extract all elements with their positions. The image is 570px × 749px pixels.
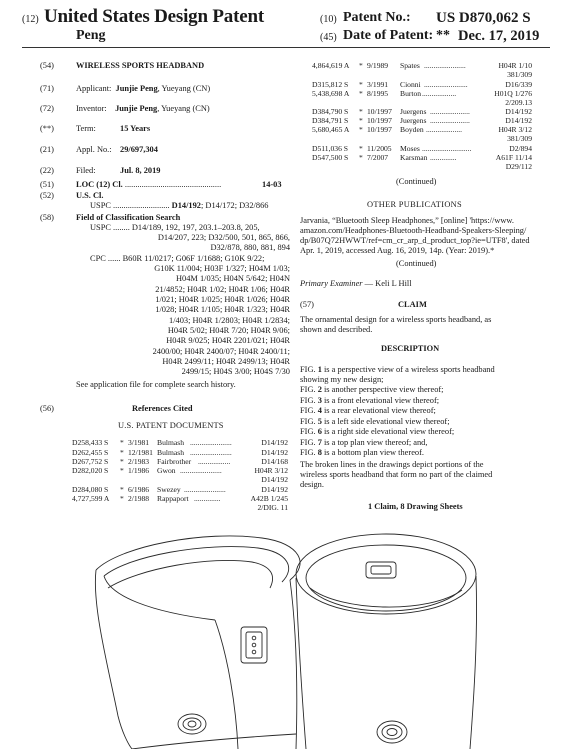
ref-dots: ...................... [180,466,222,475]
ref-star: * [359,125,363,134]
ref-date: 10/1997 [367,125,392,134]
code-56: (56) [40,404,54,413]
fig-pre: FIG. [300,417,318,426]
examiner-dash: — [362,279,376,288]
fig-line [300,365,495,376]
us-cl-uspc-bold: D14/192 [171,201,201,210]
inventor-name: Junjie Peng [115,104,158,113]
ref-star: * [120,438,124,447]
code-58: (58) [40,213,54,222]
fig-line [300,375,384,386]
ref-name: Juergens [400,107,427,116]
ref-number: D384,790 S [312,107,349,116]
code-term: (**) [40,124,54,133]
headband-right-view [296,534,477,749]
search-cpc-line-1: CPC ...... B60R 11/0217; G06F 1/1688; G10K 9/22; [90,254,265,263]
code-52: (52) [40,191,54,200]
other-pubs-continued: (Continued) [396,259,437,268]
inventor-label: Inventor: [76,104,107,113]
ref-name: Gwon [157,466,176,475]
ref-number: D282,020 S [72,466,109,475]
ref-class: H04R 1/10 [498,61,532,70]
ref-class: D14/192 [261,448,288,457]
us-patent-documents-heading: U.S. PATENT DOCUMENTS [118,421,224,430]
search-cpc-line-5: 1/021; H04R 1/025; H04R 1/026; H04R [155,295,290,304]
loc-value: 14-03 [262,180,282,189]
fig-pre: FIG. [300,385,318,394]
ref-name: Boyden [400,125,424,134]
search-cpc-line-12: 2499/15; H04S 3/00; H04S 7/30 [181,367,290,376]
ref-class: D14/192 [261,485,288,494]
headband-left-view [95,536,300,749]
ref-number: D284,080 S [72,485,109,494]
ref-number: D547,500 S [312,153,349,162]
inventor-loc: , Yueyang (CN) [157,104,210,113]
ref-star: * [359,144,363,153]
date-mark: ** [436,28,450,43]
ref-name: Spates [400,61,420,70]
ref-name: Bulmash [157,448,185,457]
ref-name: Swezey [157,485,181,494]
search-uspc-line-2: D14/207, 223; D32/500, 501, 865, 866, [157,233,290,242]
broken-lines-1: The broken lines in the drawings depict portions of the [300,460,484,469]
ref-star: * [359,116,363,125]
filed-label: Filed: [76,166,96,175]
fig-line [300,417,450,428]
ref-number: 5,680,465 A [312,125,350,134]
us-cl-uspc [90,201,268,212]
appl-no-label: Appl. No.: [76,145,112,154]
search-cpc-line-2: G10K 11/004; H03F 1/327; H04M 1/03; [154,264,290,273]
ref-date: 6/1986 [128,485,150,494]
fig-line [300,438,427,449]
loc-label: LOC (12) Cl. [76,180,123,189]
search-cpc-line-3: H04M 1/035; H04N 5/642; H04N [176,274,290,283]
ref-date: 10/1997 [367,107,392,116]
ref-star: * [120,466,124,475]
ref-name: Burton [400,89,422,98]
fig-text: is a perspective view of a wireless sports headband [321,365,495,374]
fig-line [300,385,444,396]
fig-text: is a top plan view thereof; and, [321,438,428,447]
fig-text: is a bottom plan view thereof. [321,448,424,457]
fig-num: 1 [317,365,322,374]
claim-line-1: The ornamental design for a wireless sports headband, as [300,315,492,324]
fig-text: is another perspective view thereof; [321,385,444,394]
fig-line [300,406,436,417]
code-21: (21) [40,145,54,154]
ref-class: A42B 1/245 [250,494,288,503]
ref-date: 3/1981 [128,438,150,447]
code-72: (72) [40,104,54,113]
fig-num: 2 [317,385,322,394]
ref-star: * [359,107,363,116]
ref-name: Cionni [400,80,421,89]
primary-examiner [300,279,412,290]
code-45: (45) [320,32,337,43]
document-title: United States Design Patent [44,6,264,27]
ref-class-cont: 381/309 [507,134,532,143]
ref-number: 4,727,599 A [72,494,110,503]
ref-class-cont: 2/209.13 [505,98,532,107]
loc-dots: .............................................. [124,180,222,189]
inventor-field [76,104,210,115]
ref-dots: .................. [422,89,457,98]
term-value: 15 Years [120,124,151,133]
ref-class: D14/192 [505,107,532,116]
ref-dots: ................... [426,125,463,134]
fig-text: is a left side elevational view thereof; [321,417,450,426]
ref-star: * [120,457,124,466]
ref-date: 9/1989 [367,61,389,70]
field-search-label: Field of Classification Search [76,213,181,222]
ref-class: A61F 11/14 [495,153,532,162]
code-71: (71) [40,84,54,93]
ref-star: * [120,448,124,457]
fig-num: 5 [317,417,322,426]
header-rule [22,47,550,48]
fig-line [300,427,454,438]
references-continued: (Continued) [396,177,437,186]
ref-star: * [359,61,363,70]
fig-num: 4 [317,406,322,415]
us-cl-uspc-rest: ; D14/172; D32/866 [200,201,269,210]
ref-name: Juergens [400,116,427,125]
fig-pre: FIG. [300,406,318,415]
patent-number: US D870,062 S [436,10,531,26]
ref-date: 8/1995 [367,89,389,98]
ref-dots: ..................... [430,116,470,125]
search-cpc-line-11: H04R 2499/11; H04R 2499/13; H04R [162,357,290,366]
code-22: (22) [40,166,54,175]
claims-summary: 1 Claim, 8 Drawing Sheets [368,502,463,511]
ref-class: H04R 3/12 [498,125,532,134]
ref-star: * [359,80,363,89]
fig-line [300,448,424,459]
ref-dots: ...................... [184,485,226,494]
fig-pre: FIG. [300,396,318,405]
ref-number: 5,438,698 A [312,89,350,98]
applicant-field [76,84,210,95]
us-cl-uspc-label: USPC [90,201,111,210]
fig-pre: FIG. [300,427,318,436]
ref-star: * [120,494,124,503]
ref-dots: ...................... [424,61,466,70]
ref-class-cont: D14/192 [261,475,288,484]
code-54: (54) [40,61,54,70]
loc-field [76,180,221,191]
applicant-loc: , Yueyang (CN) [157,84,211,93]
ref-dots: .............. [194,494,221,503]
ref-class: D16/339 [505,80,532,89]
ref-date: 2/1983 [128,457,150,466]
ref-number: D258,433 S [72,438,109,447]
fig-num: 8 [317,448,322,457]
ref-dots: ...................... [190,438,232,447]
search-cpc-line-10: 2400/00; H04R 2400/07; H04R 2400/11; [152,347,290,356]
title-54: WIRELESS SPORTS HEADBAND [76,61,205,70]
ref-dots: .............. [430,153,457,162]
us-cl-uspc-dots: ........................... [113,201,170,210]
code-12: (12) [22,14,39,25]
ref-date: 3/1991 [367,80,389,89]
ref-number: D315,812 S [312,80,349,89]
search-cpc-line-9: H04R 9/025; H04R 2201/021; H04R [166,336,290,345]
ref-class-cont: 381/309 [507,70,532,79]
ref-class: H04R 3/12 [254,466,288,475]
ref-date: 1/1986 [128,466,150,475]
date-of-patent-label: Date of Patent: [343,28,434,43]
ref-class: D14/192 [505,116,532,125]
ref-class: D14/192 [261,438,288,447]
ref-dots: ....................... [424,80,468,89]
fig-num: 6 [317,427,322,436]
ref-dots: ................. [198,457,231,466]
filed-value: Jul. 8, 2019 [120,166,161,175]
date-of-patent: Dec. 17, 2019 [458,28,540,44]
code-57: (57) [300,300,314,309]
fig-pre: FIG. [300,448,318,457]
other-pub-line-3: dp/B07Q72HWWT/ref=cm_cr_arp_d_product_top?ie=UTF8', dated [300,236,530,245]
representative-drawing [0,516,570,749]
search-cpc-line-7: 1/403; H04R 1/2803; H04R 1/2834; [169,316,290,325]
fig-text: is a right side elevational view thereof; [321,427,455,436]
ref-class: H01Q 1/276 [494,89,532,98]
references-cited-heading: References Cited [132,404,193,413]
ref-date: 12/1981 [128,448,153,457]
fig-text: is a front elevational view thereof; [321,396,440,405]
description-heading: DESCRIPTION [381,344,440,353]
fig-num: 7 [317,438,322,447]
ref-class-cont: D29/112 [505,162,532,171]
us-cl-label: U.S. Cl. [76,191,104,200]
ref-star: * [359,153,363,162]
ref-number: D262,455 S [72,448,109,457]
search-history-note: See application file for complete search history. [76,380,236,389]
claim-heading: CLAIM [398,300,427,309]
fig-text: showing my new design; [300,375,384,384]
search-uspc-line-3: D32/878, 880, 881, 894 [210,243,290,252]
ref-name: Karsman [400,153,428,162]
fig-pre: FIG. [300,438,318,447]
fig-num: 3 [317,396,322,405]
patent-no-label: Patent No.: [343,10,411,25]
ref-name: Moses [400,144,420,153]
broken-lines-2: wireless sports headband that form no part of the claimed [300,470,493,479]
ref-dots: .......................... [422,144,472,153]
ref-number: D267,752 S [72,457,109,466]
ref-name: Fairbrother [157,457,192,466]
search-cpc-line-6: 1/028; H04R 1/105; H04R 1/323; H04R [155,305,290,314]
ref-dots: ...................... [190,448,232,457]
ref-star: * [120,485,124,494]
ref-date: 11/2005 [367,144,392,153]
examiner-label: Primary Examiner [300,279,363,288]
ref-star: * [359,89,363,98]
applicant-name: Junjie Peng [115,84,158,93]
fig-pre: FIG. [300,365,318,374]
ref-date: 10/1997 [367,116,392,125]
examiner-name: Keli L Hill [375,279,412,288]
other-pub-line-2: amazon.com/Headphones-Bluetooth-Headband-Speakers-Sleeping/ [300,226,527,235]
ref-class-cont: 2/DIG. 11 [257,503,288,512]
other-pub-line-1: Jarvania, “Bluetooth Sleep Headphones,” [online] 'https://www. [300,216,515,225]
search-cpc-line-4: 21/4852; H04R 1/02; H04R 1/06; H04R [155,285,290,294]
ref-class: D14/168 [261,457,288,466]
applicant-label: Applicant: [76,84,112,93]
ref-dots: ..................... [430,107,470,116]
ref-class: D2/894 [509,144,532,153]
fig-text: is a rear elevational view thereof; [321,406,436,415]
code-10: (10) [320,14,337,25]
ref-number: D511,036 S [312,144,349,153]
search-uspc-line-1: USPC ........ D14/189, 192, 197, 203.1–203.8, 205, [90,223,260,232]
other-pub-line-4: Apr. 1, 2019, accessed Aug. 16, 2019, 14p. (Year: 2019).* [300,246,495,255]
other-publications-heading: OTHER PUBLICATIONS [367,200,462,209]
appl-no-value: 29/697,304 [120,145,158,154]
ref-date: 2/1988 [128,494,150,503]
ref-name: Bulmash [157,438,185,447]
search-cpc-line-8: H04R 5/02; H04R 7/20; H04R 9/06; [167,326,290,335]
claim-line-2: shown and described. [300,325,373,334]
inventor-short: Peng [76,28,106,43]
broken-lines-3: design. [300,480,324,489]
ref-number: D384,791 S [312,116,349,125]
code-51: (51) [40,180,54,189]
term-label: Term: [76,124,96,133]
ref-name: Rappaport [157,494,189,503]
ref-number: 4,864,619 A [312,61,350,70]
fig-line [300,396,439,407]
ref-date: 7/2007 [367,153,389,162]
